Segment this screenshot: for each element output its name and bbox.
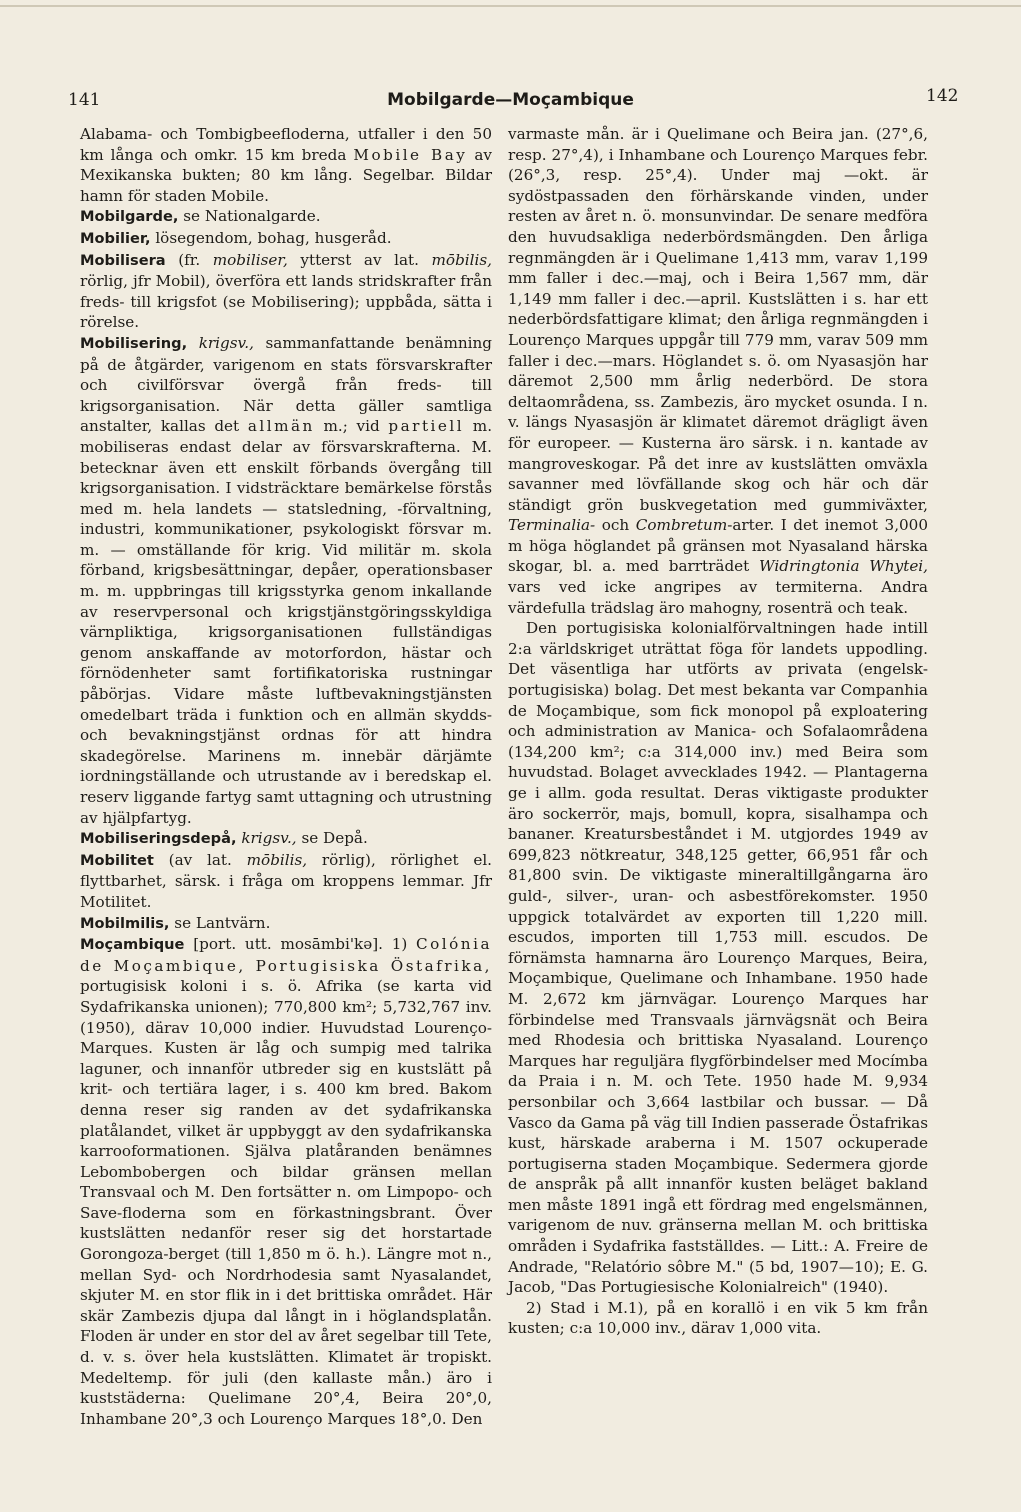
- page-number-left: 141: [68, 90, 101, 110]
- headword: Mobiliseringsdepå,: [80, 830, 237, 848]
- page-number-right: 142: [926, 86, 959, 106]
- climate-vegetation-paragraph: varmaste mån. är i Quelimane och Beira jan. (27°,6, resp. 27°,4), i Inhambane och Lourenço Marques febr. (26°,3, resp. 25°,4). Under maj —okt. är sydöstpassaden den förhärskande vinden, under resten av året n. ö. monsunvindar. De senare medföra den huvudsakliga nederbördsmängden. Den årliga regnmängden är i Quelimane 1,413 mm, varav 1,199 mm faller i dec.—maj, och i Beira 1,567 mm, där 1,149 mm faller i dec.—april. Kustslätten i s. har ett nederbördsfattigare klimat; den årliga regnmängden i Lourenço Marques uppgår till 779 mm, varav 509 mm faller i dec.—mars. Höglandet s. ö. om Nyasasjön har däremot 2,500 mm årlig nederbörd. De stora deltaområdena, ss. Zambezis, äro mycket osunda. I n. v. längs Nyasasjön är klimatet däremot drägligt även för europeer. — Kusterna äro särsk. i n. kantade av mangroveskogar. På det inre av kustslätten omväxla savanner med lövfällande skog och här och där ständigt grön buskvegetation med gummiväxter, Terminalia- och Combretum-arter. I det inemot 3,000 m höga höglandet på gränsen mot Nyasaland härska skogar, bl. a. med barrträdet Widringtonia Whytei, vars ved icke angripes av termiterna. Andra värdefulla trädslag äro mahogny, rosenträ och teak.: [508, 125, 929, 617]
- spaced-term: partiell: [388, 417, 465, 436]
- entry-mobiliseringsdepa: Mobiliseringsdepå, krigsv., se Depå.: [80, 829, 368, 848]
- entry-mocambique: Moçambique [port. utt. mosāmbi'kə]. 1) Colónia de Moçambique, Portugisiska Östafrika, portugisisk koloni i s. ö. Afrika (se karta vid Sydafrikanska unionen); 770,800 km²; 5,732,767 inv. (1950), därav 10,000 indier. Huvudstad Lourenço-Marques. Kusten är låg och sumpig med talrika laguner, och innanför utbreder sig en kustslätt på krit- och tertiära lager, i s. 400 km bred. Bakom denna reser sig randen av det sydafrikanska platålandet, vilket är uppbyggt av den sydafrikanska karrooformationen. Själva platåranden benämnes Lebombobergen och bildar gränsen mellan Transvaal och M. Den fortsätter n. om Limpopo- och Save-floderna som en förkastningsbrant. Över kustslätten nedanför reser sig det horstartade Gorongoza-berget (till 1,850 m ö. h.). Längre mot n., mellan Syd- och Nordrhodesia samt Nyasalandet, skjuter M. en stor flik in i det brittiska området. Här skär Zambezis djupa dal långt in i höglandsplatån. Floden är under en stor del av året segelbar till Tete, d. v. s. över hela kustslätten. Klimatet är tropiskt. Medeltemp. för juli (den kallaste mån.) äro i kuststäderna: Quelimane 20°,4, Beira 20°,0, Inhambane 20°,3 och Lourenço Marques 18°,0. Den: [80, 935, 493, 1428]
- entry-mobilitet: Mobilitet (av lat. mōbilis, rörlig), rörlighet el. flyttbarhet, särsk. i fråga om kroppens lemmar. Jfr Motilitet.: [80, 850, 493, 911]
- entry-mobilisering: Mobilisering, krigsv., sammanfattande benämning på de åtgärder, varigenom en stats försvarskrafter och civilförsvar övergå från freds- till krigsorganisation. När detta gäller samtliga anstalter, kallas det allmän m.; vid partiell m. mobiliseras endast delar av försvarskrafterna. M. betecknar även ett enskilt förbands övergång till krigsorganisation. I vidsträcktare bemärkelse förstås med m. hela landets — statsledning, -förvaltning, industri, kommunikationer, psykologiskt försvar m. m. — omställande för krig. Vid militär m. skola förband, krigsbesättningar, depåer, operationsbaser m. m. uppbringas till krigsstyrka genom inkallande av reservpersonal och krigstjänstgöringsskyldiga värnpliktiga, krigsorganisationen fullständigas genom anskaffande av motorfordon, hästar och förnödenheter samt fortifikatoriska rustningar påbörjas. Vidare måste luftbevakningstjänsten omedelbart träda i funktion och en allmän skydds- och bevakningstjänst ordnas för att hindra skadegörelse. Marinens m. innebär därjämte iordningställande och utrustande av i beredskap el. reserv liggande fartyg samt uttagning och utrustning av hjälpfartyg.: [80, 333, 493, 827]
- continuation-paragraph: Alabama- och Tombigbeefloderna, utfaller i den 50 km långa och omkr. 15 km breda Mobile Bay av Mexikanska bukten; 80 km lång. Segelbar. Bildar hamn för staden Mobile.: [80, 125, 493, 205]
- headword: Mobilmilis,: [80, 914, 170, 932]
- spaced-term: allmän: [247, 417, 315, 436]
- spaced-term: Colónia de Moçambique, Portugisiska Östafrika,: [80, 935, 493, 975]
- headword: Moçambique: [80, 936, 185, 954]
- headword: Mobilier,: [80, 229, 151, 247]
- page-header: [0, 82, 1021, 112]
- headword: Mobilisera: [80, 251, 166, 269]
- right-column: [508, 124, 928, 1339]
- entry-mobilgarde: Mobilgarde, se Nationalgarde.: [80, 207, 321, 226]
- entry-mobilisera: Mobilisera (fr. mobiliser, ytterst av lat. mōbilis, rörlig, jfr Mobil), överföra ett lands stridskrafter från freds- till krigsfot (se Mobilisering); uppbåda, sätta i rörelse.: [80, 250, 492, 332]
- scan-edge-rule: [0, 5, 1021, 7]
- running-title: Mobilgarde—Moçambique: [387, 90, 634, 110]
- spaced-term: Mobile Bay: [353, 145, 468, 164]
- city-paragraph: 2) Stad i M.1), på en korallö i en vik 5 km från kusten; c:a 10,000 inv., därav 1,000 vita.: [508, 1298, 928, 1338]
- economy-history-paragraph: Den portugisiska kolonialförvaltningen hade intill 2:a världskriget uträttat föga för landets uppodling. Det väsentliga har utförts av privata (engelsk-portugisiska) bolag. Det mest bekanta var Companhia de Moçambique, som fick monopol på exploatering och administration av Manica- och Sofalaområdena (134,200 km²; c:a 314,000 inv.) med Beira som huvudstad. Bolaget avvecklades 1942. — Plantagerna ge i allm. goda resultat. Deras viktigaste produkter äro sockerrör, majs, bomull, kopra, sisalhampa och bananer. Kreatursbeståndet i M. utgjordes 1949 av 699,823 nötkreatur, 348,125 getter, 66,951 får och 81,800 svin. De viktigaste mineraltillgångarna äro guld-, silver-, uran- och asbestförekomster. 1950 uppgick totalvärdet av exporten till 1,220 mill. escudos, importen till 1,753 mill. escudos. De förnämsta hamnarna äro Lourenço Marques, Beira, Moçambique, Quelimane och Inhambane. 1950 hade M. 2,672 km järnvägar. Lourenço Marques har förbindelse med Transvaals järnvägsnät och Beira med Rhodesia och brittiska Nyasaland. Lourenço Marques har reguljära flygförbindelser med Mocímba da Praia i n. M. och Tete. 1950 hade M. 9,934 personbilar och 3,664 lastbilar och bussar. — Då Vasco da Gama på väg till Indien passerade Östafrikas kust, härskade araberna i M. 1507 ockuperade portugiserna staden Moçambique. Sedermera gjorde de anspråk på allt innanför kusten beläget bakland men måste 1891 ingå ett fördrag med engelsmännen, varigenom de nuv. gränserna mellan M. och brittiska områden i Sydafrika fastställdes. — Litt.: A. Freire de Andrade, "Relatório sôbre M." (5 bd, 1907—10); E. G. Jacob, "Das Portugiesische Kolonialreich" (1940).: [508, 619, 928, 1297]
- entry-mobilier: Mobilier, lösegendom, bohag, husgeråd.: [80, 228, 392, 247]
- entry-mobilmilis: Mobilmilis, se Lantvärn.: [80, 913, 271, 932]
- headword: Mobilisering,: [80, 334, 188, 352]
- headword: Mobilitet: [80, 851, 154, 869]
- left-column: [80, 124, 492, 1429]
- headword: Mobilgarde,: [80, 208, 179, 226]
